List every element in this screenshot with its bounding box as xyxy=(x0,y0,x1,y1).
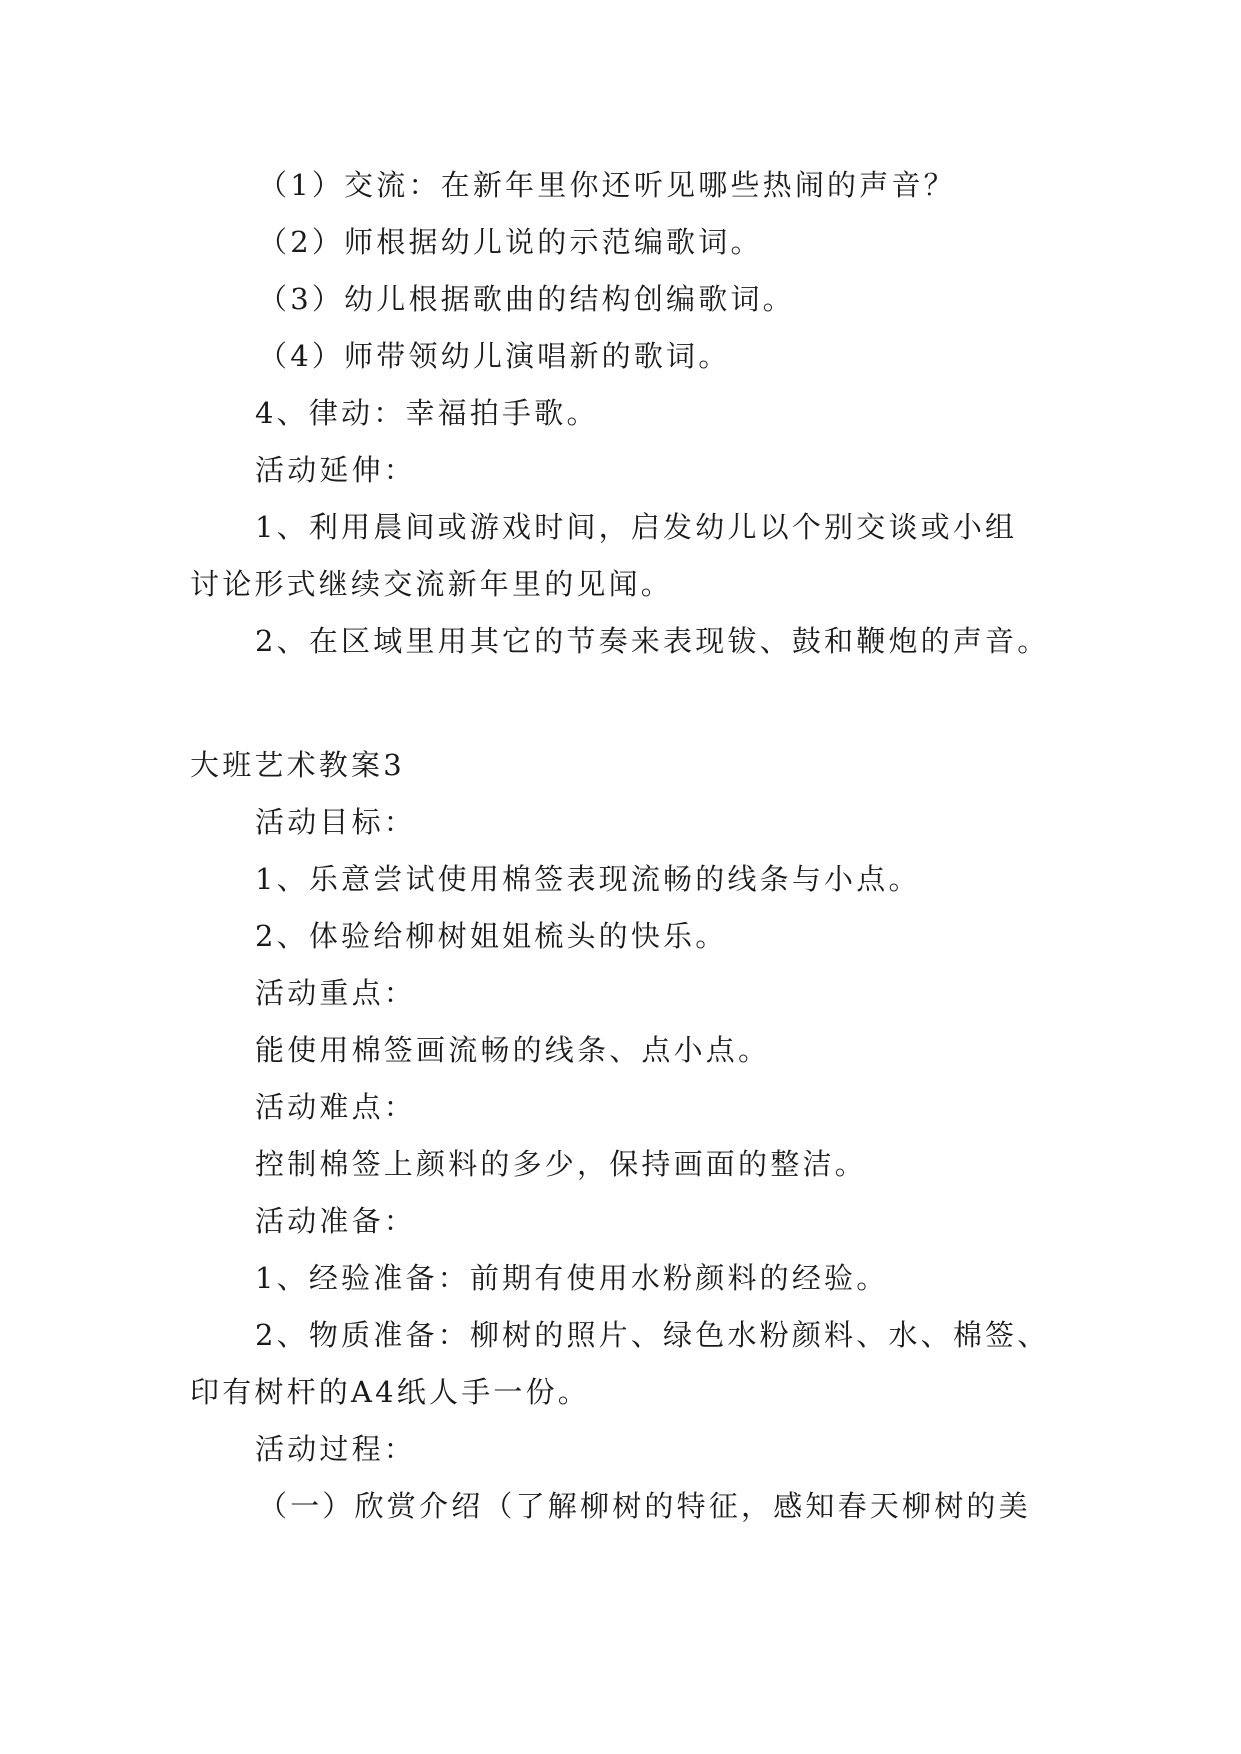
subheading: 活动难点： xyxy=(255,1090,417,1124)
paragraph-line: （2）师根据幼儿说的示范编歌词。 xyxy=(258,225,763,259)
subheading: 活动准备： xyxy=(255,1204,417,1238)
paragraph-line: 印有树杆的A4纸人手一份。 xyxy=(190,1375,590,1409)
paragraph-line: （4）师带领幼儿演唱新的歌词。 xyxy=(258,339,731,373)
subheading: 活动过程： xyxy=(255,1432,417,1466)
paragraph-line: 2、在区域里用其它的节奏来表现钹、鼓和鞭炮的声音。 xyxy=(255,624,1050,658)
paragraph-line: 4、律动：幸福拍手歌。 xyxy=(255,396,599,430)
paragraph-line: 1、利用晨间或游戏时间，启发幼儿以个别交谈或小组 xyxy=(255,510,1018,544)
paragraph-line: （一）欣赏介绍（了解柳树的特征，感知春天柳树的美 xyxy=(258,1489,1031,1523)
section-title: 大班艺术教案3 xyxy=(190,748,405,782)
paragraph-line: （1）交流：在新年里你还听见哪些热闹的声音？ xyxy=(258,168,956,202)
paragraph-line: 能使用棉签画流畅的线条、点小点。 xyxy=(255,1033,771,1067)
paragraph-line: （3）幼儿根据歌曲的结构创编歌词。 xyxy=(258,282,795,316)
paragraph-line: 控制棉签上颜料的多少，保持画面的整洁。 xyxy=(255,1147,867,1181)
subheading: 活动延伸： xyxy=(255,453,417,487)
paragraph-line: 1、乐意尝试使用棉签表现流畅的线条与小点。 xyxy=(255,862,921,896)
paragraph-line: 讨论形式继续交流新年里的见闻。 xyxy=(190,567,674,601)
paragraph-line: 2、物质准备：柳树的照片、绿色水粉颜料、水、棉签、 xyxy=(255,1318,1050,1352)
paragraph-line: 2、体验给柳树姐姐梳头的快乐。 xyxy=(255,919,728,953)
subheading: 活动目标： xyxy=(255,805,417,839)
paragraph-line: 1、经验准备：前期有使用水粉颜料的经验。 xyxy=(255,1261,889,1295)
subheading: 活动重点： xyxy=(255,976,417,1010)
